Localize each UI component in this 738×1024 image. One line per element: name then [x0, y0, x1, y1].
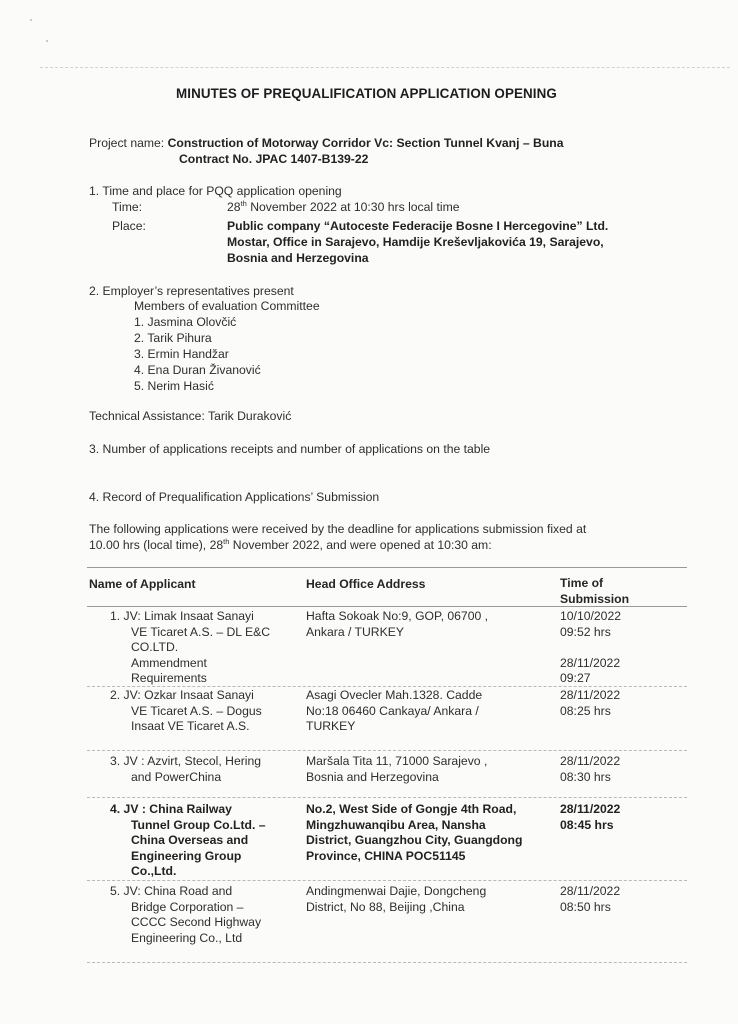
- table-row-divider: [87, 797, 687, 798]
- committee-label: Members of evaluation Committee: [134, 299, 320, 313]
- intro-part-a: 10.00 hrs (local time), 28: [89, 538, 224, 552]
- intro-sup: th: [223, 536, 230, 546]
- time-line: [560, 640, 621, 656]
- intro-part-b: November 2022, and were opened at 10:30 am:: [229, 538, 492, 552]
- applicant-cell: [110, 688, 262, 735]
- address-line: Andingmenwai Dajie, Dongcheng: [306, 884, 487, 898]
- section-3-heading: 3. Number of applications receipts and number of applications on the table: [89, 442, 491, 456]
- applicant-line: Insaat VE Ticaret A.S.: [131, 719, 250, 734]
- committee-member: 3. Ermin Handžar: [134, 347, 229, 361]
- address-line: No.2, West Side of Gongje 4th Road,: [306, 802, 517, 816]
- committee-member: 4. Ena Duran Živanović: [134, 363, 261, 377]
- applicant-cell: [110, 802, 266, 880]
- time-line: 10/10/2022: [560, 609, 621, 623]
- time-line: 28/11/2022: [560, 688, 621, 702]
- applicant-line: Tunnel Group Co.Ltd. –: [131, 817, 266, 832]
- technical-assistance: Technical Assistance: Tarik Duraković: [89, 409, 292, 423]
- applicant-line: Ammendment: [131, 655, 207, 670]
- address-cell: [306, 802, 522, 864]
- table-rule-top: [87, 567, 687, 568]
- table-rule-header: [87, 606, 687, 607]
- place-line-3: Bosnia and Herzegovina: [227, 251, 369, 265]
- committee-member: 1. Jasmina Olovčić: [134, 315, 237, 329]
- time-line: 08:45 hrs: [560, 817, 614, 832]
- time-cell: [560, 688, 620, 719]
- time-line: 28/11/2022: [560, 754, 621, 768]
- table-row-divider: [87, 750, 687, 751]
- address-cell: [306, 754, 487, 785]
- time-cell: [560, 884, 620, 915]
- address-line: Bosnia and Herzegovina: [306, 769, 439, 784]
- address-line: District, No 88, Beijing ,China: [306, 899, 465, 914]
- time-cell: [560, 802, 620, 833]
- applicant-line: Engineering Group: [131, 848, 242, 863]
- document-title: MINUTES OF PREQUALIFICATION APPLICATION OPENING: [176, 86, 557, 101]
- scan-speck: [30, 19, 32, 21]
- table-row-divider: [87, 880, 687, 881]
- table-rule-bottom: [87, 962, 687, 963]
- time-label: Time:: [112, 200, 143, 214]
- committee-member: 5. Nerim Hasić: [134, 379, 214, 393]
- time-line: 08:30 hrs: [560, 769, 611, 784]
- address-line: Asagi Ovecler Mah.1328. Cadde: [306, 688, 483, 702]
- time-line: 28/11/2022: [560, 802, 621, 816]
- address-line: Ankara / TURKEY: [306, 624, 404, 639]
- section-2-heading: 2. Employer’s representatives present: [89, 284, 294, 298]
- committee-member: 2. Tarik Pihura: [134, 331, 212, 345]
- place-line-2: Mostar, Office in Sarajevo, Hamdije Kreševljakovića 19, Sarajevo,: [227, 235, 604, 249]
- project-label: Project name:: [89, 136, 165, 150]
- applicant-line: China Overseas and: [131, 833, 249, 848]
- time-line: 09:27: [560, 671, 591, 686]
- scan-artifact-line: [40, 67, 730, 68]
- section-4-heading: 4. Record of Prequalification Applications’ Submission: [89, 490, 380, 504]
- address-line: District, Guangzhou City, Guangdong: [306, 833, 523, 848]
- place-line-1: Public company “Autoceste Federacije Bosne I Hercegovine” Ltd.: [227, 219, 609, 233]
- applicant-line: CO.LTD.: [131, 640, 179, 655]
- scan-speck: [46, 40, 48, 42]
- time-line: 28/11/2022: [560, 655, 621, 670]
- project-name-row: [89, 136, 563, 152]
- address-line: No:18 06460 Cankaya/ Ankara /: [306, 703, 479, 718]
- applicant-line: and PowerChina: [131, 769, 222, 784]
- header-address: Head Office Address: [306, 577, 426, 591]
- contract-number: Contract No. JPAC 1407-B139-22: [179, 152, 369, 166]
- address-line: TURKEY: [306, 719, 356, 734]
- time-line: 08:25 hrs: [560, 703, 611, 718]
- applicant-line: Requirements: [131, 671, 207, 686]
- address-line: Province, CHINA POC51145: [306, 848, 466, 863]
- project-name: Construction of Motorway Corridor Vc: Section Tunnel Kvanj – Buna: [167, 136, 564, 150]
- header-time: [560, 576, 629, 607]
- applicant-cell: [110, 609, 270, 687]
- applicant-cell: [110, 884, 261, 946]
- header-time-line: Submission: [560, 591, 630, 606]
- time-rest: November 2022 at 10:30 hrs local time: [246, 200, 460, 214]
- time-line: 09:52 hrs: [560, 624, 611, 639]
- applicant-line: 5. JV: China Road and: [110, 884, 233, 898]
- time-sup: th: [240, 198, 247, 208]
- time-day: 28: [227, 200, 241, 214]
- applicant-line: CCCC Second Highway: [131, 915, 262, 930]
- applicant-line: VE Ticaret A.S. – DL E&C: [131, 624, 271, 639]
- section-4-intro-line-1: The following applications were received by the deadline for applications submission fixed at: [89, 522, 587, 536]
- section-1-heading: 1. Time and place for PQQ application opening: [89, 184, 342, 198]
- time-cell: [560, 609, 621, 687]
- applicant-line: 4. JV : China Railway: [110, 802, 232, 816]
- address-cell: [306, 609, 488, 640]
- applicant-line: Bridge Corporation –: [131, 899, 244, 914]
- address-cell: [306, 688, 482, 735]
- applicant-cell: [110, 754, 261, 785]
- address-line: Hafta Sokoak No:9, GOP, 06700 ,: [306, 609, 489, 623]
- applicant-line: Engineering Co., Ltd: [131, 930, 243, 945]
- header-time-line: Time of: [560, 576, 604, 590]
- applicant-line: 1. JV: Limak Insaat Sanayi: [110, 609, 254, 623]
- address-line: Mingzhuwanqibu Area, Nansha: [306, 817, 486, 832]
- applicant-line: VE Ticaret A.S. – Dogus: [131, 703, 262, 718]
- applicant-line: 2. JV: Ozkar Insaat Sanayi: [110, 688, 254, 702]
- address-cell: [306, 884, 486, 915]
- time-line: 08:50 hrs: [560, 899, 611, 914]
- header-applicant: Name of Applicant: [89, 577, 196, 591]
- time-value: [227, 200, 460, 216]
- table-row-divider: [87, 686, 687, 687]
- time-cell: [560, 754, 620, 785]
- applicant-line: 3. JV : Azvirt, Stecol, Hering: [110, 754, 262, 768]
- time-line: 28/11/2022: [560, 884, 621, 898]
- applicant-line: Co.,Ltd.: [131, 864, 177, 879]
- place-label: Place:: [112, 219, 146, 233]
- section-4-intro-line-2: [89, 538, 492, 554]
- address-line: Maršala Tita 11, 71000 Sarajevo ,: [306, 754, 488, 768]
